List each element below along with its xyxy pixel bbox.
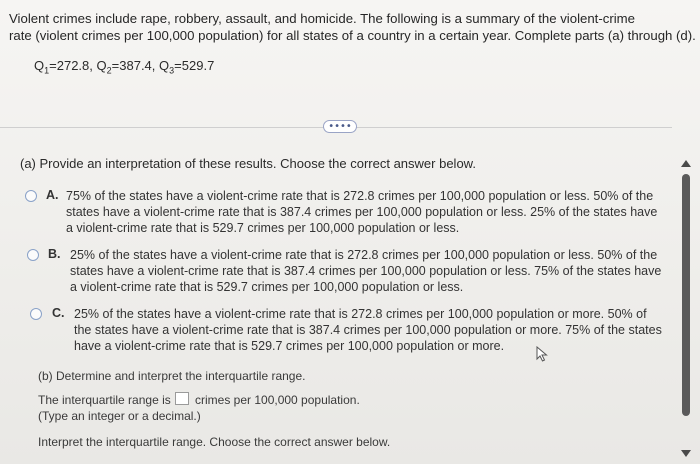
vertical-scrollbar[interactable] [680, 160, 692, 460]
iqr-answer-input[interactable] [175, 392, 189, 405]
option-a-text[interactable] [66, 188, 657, 236]
option-c-line-1: 25% of the states have a violent-crime rate that is 272.8 crimes per 100,000 population or more. 50% of [74, 307, 647, 321]
option-c-line-3: have a violent-crime rate that is 529.7 crimes per 100,000 population or more. [74, 339, 505, 353]
q2-value: =387.4, [111, 58, 156, 73]
option-a-line-2: states have a violent-crime rate that is 387.4 crimes per 100,000 population or less. 25% of the states have [66, 205, 658, 219]
q3-value: =529.7 [174, 58, 215, 73]
interpret-iqr-prompt: Interpret the interquartile range. Choose the correct answer below. [38, 435, 391, 449]
q2-subscript: 2 [106, 65, 112, 76]
option-b-text[interactable] [70, 247, 661, 295]
option-c-letter: C. [52, 306, 65, 320]
expand-more-button[interactable]: •••• [323, 120, 357, 133]
option-a-letter: A. [46, 188, 59, 202]
q1-subscript: 1 [44, 65, 50, 76]
q1-label: Q [34, 58, 45, 73]
q2-label: Q [96, 58, 107, 73]
option-a-line-3: a violent-crime rate that is 529.7 crimes per 100,000 population or less. [66, 221, 460, 235]
option-a-line-1: 75% of the states have a violent-crime rate that is 272.8 crimes per 100,000 population or less. 50% of the [66, 189, 654, 203]
q3-subscript: 3 [169, 65, 175, 76]
problem-intro-line-2: rate (violent crimes per 100,000 population) for all states of a country in a certain year. Complete parts (a) through (d). [9, 28, 696, 43]
option-c-line-2: the states have a violent-crime rate that is 387.4 crimes per 100,000 population or more. 75% of the states [74, 323, 662, 337]
scrollbar-thumb[interactable] [682, 174, 690, 416]
iqr-suffix-label: crimes per 100,000 population. [195, 393, 360, 407]
quartile-summary [34, 58, 214, 76]
problem-intro-line-1: Violent crimes include rape, robbery, assault, and homicide. The following is a summary of the violent-crime [9, 11, 635, 26]
iqr-hint: (Type an integer or a decimal.) [38, 409, 201, 423]
option-b-line-2: states have a violent-crime rate that is 387.4 crimes per 100,000 population or less. 75% of the states have [70, 264, 662, 278]
option-b-radio[interactable] [27, 249, 39, 261]
problem-intro [9, 10, 696, 44]
mouse-cursor-icon [536, 346, 550, 362]
option-a-radio[interactable] [25, 190, 37, 202]
option-b-line-1: 25% of the states have a violent-crime rate that is 272.8 crimes per 100,000 population or less. 50% of the [70, 248, 658, 262]
scroll-down-arrow-icon[interactable] [681, 450, 691, 457]
option-c-text[interactable] [74, 306, 662, 354]
option-c-radio[interactable] [30, 308, 42, 320]
scroll-up-arrow-icon[interactable] [681, 160, 691, 167]
option-b-line-3: a violent-crime rate that is 529.7 crimes per 100,000 population or less. [70, 280, 464, 294]
q3-label: Q [159, 58, 170, 73]
option-b-letter: B. [48, 247, 61, 261]
iqr-prefix-label: The interquartile range is [38, 393, 171, 407]
part-b-question: (b) Determine and interpret the interquartile range. [38, 369, 306, 383]
part-a-question: (a) Provide an interpretation of these results. Choose the correct answer below. [20, 156, 476, 171]
q1-value: =272.8, [49, 58, 93, 73]
